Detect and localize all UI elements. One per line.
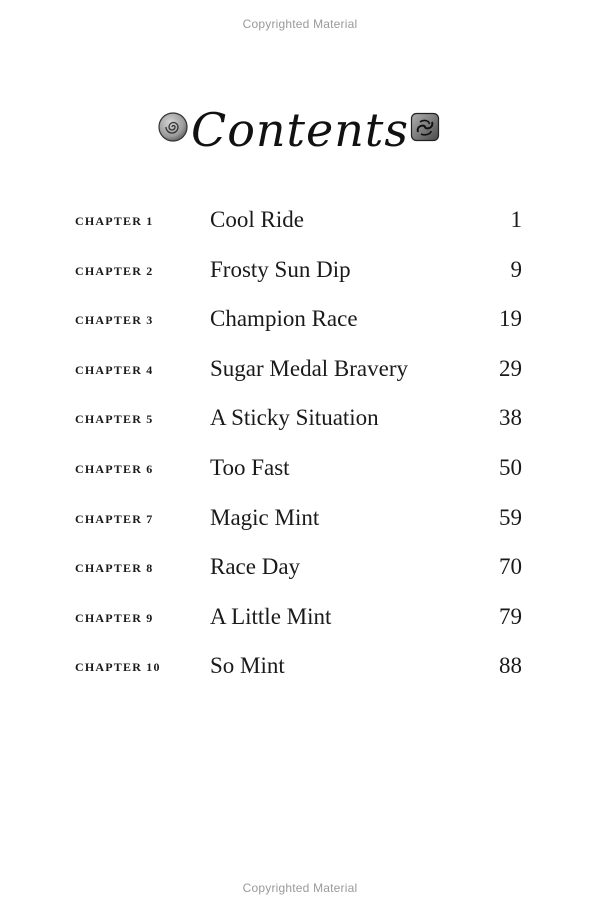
contents-heading: [0, 98, 600, 168]
toc-entry[interactable]: [75, 394, 522, 444]
swirl-tile-icon: [410, 112, 440, 142]
chapter-label: CHAPTER 2: [75, 263, 154, 278]
toc-entry[interactable]: [75, 196, 522, 246]
toc-entry[interactable]: [75, 345, 522, 395]
chapter-label: CHAPTER 10: [75, 660, 161, 675]
page-title: Contents: [191, 103, 409, 157]
chapter-title: Sugar Medal Bravery: [210, 355, 408, 381]
toc-entry[interactable]: [75, 444, 522, 494]
copyright-watermark-top: Copyrighted Material: [242, 17, 358, 31]
chapter-title: Cool Ride: [210, 207, 304, 232]
chapter-page-number: 70: [499, 554, 522, 580]
chapter-page-number: 1: [510, 207, 522, 232]
chapter-title: So Mint: [210, 653, 285, 679]
chapter-label: CHAPTER 1: [75, 214, 154, 228]
toc-entry[interactable]: [75, 494, 522, 544]
chapter-page-number: 79: [499, 603, 522, 629]
chapter-label: CHAPTER 9: [75, 610, 154, 625]
chapter-title: Too Fast: [210, 454, 290, 480]
chapter-label: CHAPTER 4: [75, 362, 154, 377]
chapter-title: A Sticky Situation: [210, 405, 379, 431]
chapter-page-number: 59: [499, 504, 522, 530]
chapter-page-number: 29: [499, 355, 522, 381]
chapter-label: CHAPTER 3: [75, 313, 154, 328]
toc-entry[interactable]: [75, 543, 522, 593]
chapter-page-number: 38: [499, 405, 522, 431]
chapter-title: A Little Mint: [210, 603, 332, 629]
chapter-title: Frosty Sun Dip: [210, 256, 351, 282]
table-of-contents: [75, 196, 522, 692]
chapter-label: CHAPTER 6: [75, 461, 154, 476]
chapter-label: CHAPTER 8: [75, 561, 154, 576]
copyright-watermark-bottom: Copyrighted Material: [242, 881, 358, 895]
chapter-page-number: 50: [499, 454, 522, 480]
chapter-page-number: 88: [499, 653, 522, 679]
toc-entry[interactable]: [75, 593, 522, 643]
chapter-title: Champion Race: [210, 306, 358, 332]
chapter-page-number: 9: [510, 256, 522, 282]
toc-entry[interactable]: [75, 246, 522, 296]
chapter-label: CHAPTER 5: [75, 412, 154, 427]
chapter-page-number: 19: [499, 306, 522, 332]
chapter-label: CHAPTER 7: [75, 511, 154, 526]
toc-entry[interactable]: [75, 295, 522, 345]
chapter-title: Race Day: [210, 554, 301, 580]
toc-entry[interactable]: [75, 642, 522, 692]
chapter-title: Magic Mint: [210, 504, 320, 530]
